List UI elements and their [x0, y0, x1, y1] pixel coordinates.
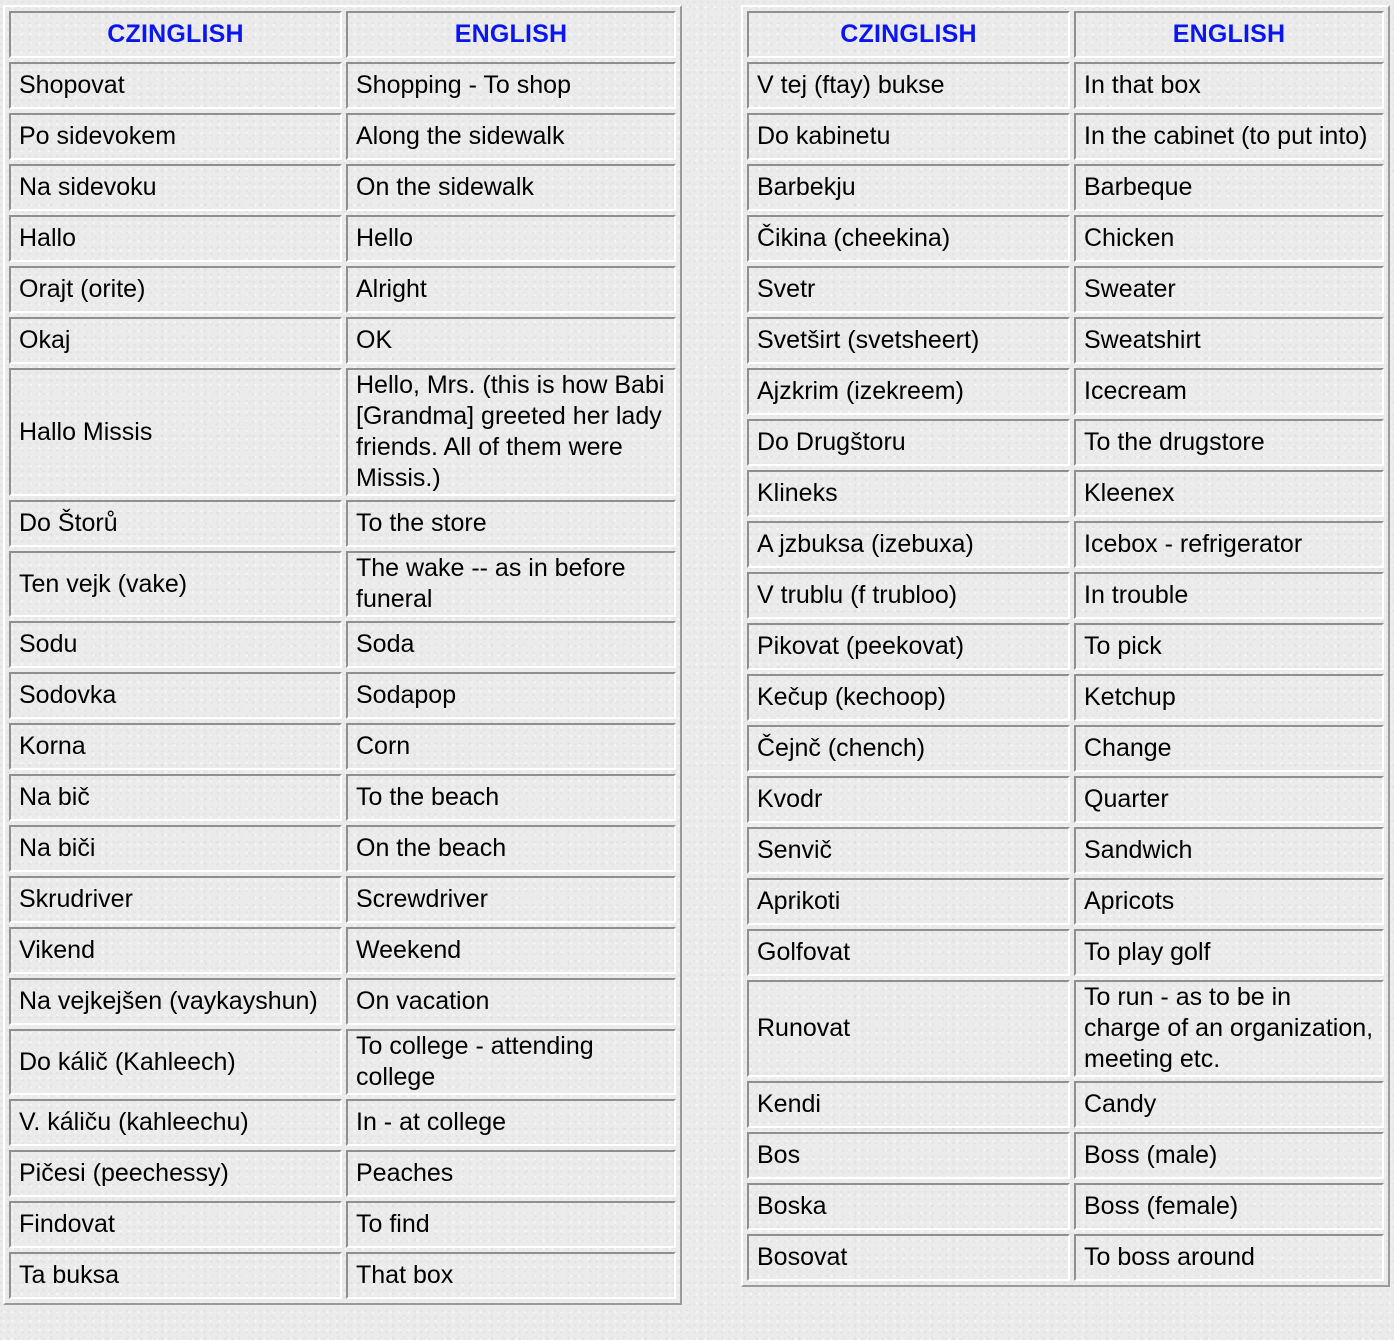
table-row [9, 876, 676, 923]
czinglish-cell: Klineks [747, 470, 1070, 517]
czinglish-cell: Bosovat [747, 1234, 1070, 1281]
czinglish-cell: Vikend [9, 927, 342, 974]
english-cell: To boss around [1074, 1234, 1384, 1281]
czinglish-cell: V tej (ftay) bukse [747, 62, 1070, 109]
header-english: ENGLISH [1074, 11, 1384, 58]
table-row [9, 825, 676, 872]
english-cell: Sweater [1074, 266, 1384, 313]
table-row [9, 113, 676, 160]
header-row [747, 11, 1384, 58]
czinglish-cell: Kvodr [747, 776, 1070, 823]
czinglish-cell: Pikovat (peekovat) [747, 623, 1070, 670]
czinglish-cell: Na biči [9, 825, 342, 872]
czinglish-cell: Do kabinetu [747, 113, 1070, 160]
english-cell: On the beach [346, 825, 676, 872]
english-cell: Chicken [1074, 215, 1384, 262]
table-row [9, 672, 676, 719]
english-cell: Alright [346, 266, 676, 313]
czinglish-cell: V. káliču (kahleechu) [9, 1099, 342, 1146]
czinglish-cell: Hallo Missis [9, 368, 342, 496]
czinglish-cell: Čejnč (chench) [747, 725, 1070, 772]
english-cell: Screwdriver [346, 876, 676, 923]
english-cell: Sandwich [1074, 827, 1384, 874]
czinglish-cell: Do Štorů [9, 500, 342, 547]
czinglish-cell: Bos [747, 1132, 1070, 1179]
english-cell: Barbeque [1074, 164, 1384, 211]
czinglish-cell: Svetr [747, 266, 1070, 313]
table-row [9, 978, 676, 1025]
czinglish-cell: Kečup (kechoop) [747, 674, 1070, 721]
czinglish-cell: Senvič [747, 827, 1070, 874]
table-row [747, 62, 1384, 109]
english-cell: To run - as to be in charge of an organization, meeting etc. [1074, 980, 1384, 1077]
czinglish-cell: A jzbuksa (izebuxa) [747, 521, 1070, 568]
table-row [747, 368, 1384, 415]
header-row [9, 11, 676, 58]
czinglish-cell: Findovat [9, 1201, 342, 1248]
czinglish-cell: Kendi [747, 1081, 1070, 1128]
czinglish-cell: Na vejkejšen (vaykayshun) [9, 978, 342, 1025]
table-row [747, 164, 1384, 211]
czinglish-cell: Boska [747, 1183, 1070, 1230]
english-cell: Sweatshirt [1074, 317, 1384, 364]
header-czinglish: CZINGLISH [747, 11, 1070, 58]
table-row [9, 1201, 676, 1248]
table-row [9, 723, 676, 770]
table-row [9, 927, 676, 974]
english-cell: OK [346, 317, 676, 364]
english-cell: Soda [346, 621, 676, 668]
table-body [747, 62, 1384, 1281]
czinglish-cell: Hallo [9, 215, 342, 262]
table-row [747, 980, 1384, 1077]
english-cell: Hello, Mrs. (this is how Babi [Grandma] greeted her lady friends. All of them were Missis.) [346, 368, 676, 496]
czinglish-cell: Skrudriver [9, 876, 342, 923]
table-row [747, 878, 1384, 925]
czinglish-cell: Na bič [9, 774, 342, 821]
czinglish-cell: Sodovka [9, 672, 342, 719]
english-cell: The wake -- as in before funeral [346, 551, 676, 617]
czinglish-cell: Do kálič (Kahleech) [9, 1029, 342, 1095]
table-row [747, 674, 1384, 721]
table-row [9, 1029, 676, 1095]
table-row [9, 62, 676, 109]
czinglish-cell: Na sidevoku [9, 164, 342, 211]
table-row [9, 551, 676, 617]
table-row [747, 1081, 1384, 1128]
english-cell: Weekend [346, 927, 676, 974]
table-row [9, 500, 676, 547]
english-cell: Icebox - refrigerator [1074, 521, 1384, 568]
header-czinglish: CZINGLISH [9, 11, 342, 58]
english-cell: Candy [1074, 1081, 1384, 1128]
table-row [747, 572, 1384, 619]
czinglish-cell: Okaj [9, 317, 342, 364]
table-row [747, 113, 1384, 160]
table-row [9, 621, 676, 668]
table-row [747, 521, 1384, 568]
english-cell: Icecream [1074, 368, 1384, 415]
czinglish-table-right [741, 5, 1390, 1287]
table-row [747, 419, 1384, 466]
english-cell: Kleenex [1074, 470, 1384, 517]
english-cell: Boss (female) [1074, 1183, 1384, 1230]
english-cell: To the store [346, 500, 676, 547]
english-cell: To find [346, 1201, 676, 1248]
english-cell: Shopping - To shop [346, 62, 676, 109]
header-english: ENGLISH [346, 11, 676, 58]
english-cell: To the drugstore [1074, 419, 1384, 466]
table-row [747, 623, 1384, 670]
english-cell: In - at college [346, 1099, 676, 1146]
english-cell: Sodapop [346, 672, 676, 719]
english-cell: To college - attending college [346, 1029, 676, 1095]
czinglish-cell: Svetširt (svetsheert) [747, 317, 1070, 364]
table-row [747, 1132, 1384, 1179]
english-cell: That box [346, 1252, 676, 1299]
english-cell: Boss (male) [1074, 1132, 1384, 1179]
table-row [9, 774, 676, 821]
table-row [9, 1099, 676, 1146]
czinglish-cell: Do Drugštoru [747, 419, 1070, 466]
table-row [747, 827, 1384, 874]
english-cell: On the sidewalk [346, 164, 676, 211]
table-row [9, 1252, 676, 1299]
czinglish-cell: Sodu [9, 621, 342, 668]
czinglish-table-left [3, 5, 682, 1305]
czinglish-cell: Pičesi (peechessy) [9, 1150, 342, 1197]
english-cell: Quarter [1074, 776, 1384, 823]
table-row [747, 725, 1384, 772]
table-row [9, 266, 676, 313]
english-cell: In trouble [1074, 572, 1384, 619]
table-row [9, 164, 676, 211]
table-row [747, 776, 1384, 823]
czinglish-cell: Korna [9, 723, 342, 770]
table-row [747, 1183, 1384, 1230]
english-cell: Along the sidewalk [346, 113, 676, 160]
czinglish-cell: Barbekju [747, 164, 1070, 211]
czinglish-cell: Runovat [747, 980, 1070, 1077]
english-cell: In the cabinet (to put into) [1074, 113, 1384, 160]
english-cell: Ketchup [1074, 674, 1384, 721]
english-cell: To play golf [1074, 929, 1384, 976]
english-cell: Apricots [1074, 878, 1384, 925]
english-cell: To the beach [346, 774, 676, 821]
english-cell: To pick [1074, 623, 1384, 670]
czinglish-cell: Golfovat [747, 929, 1070, 976]
english-cell: In that box [1074, 62, 1384, 109]
english-cell: Hello [346, 215, 676, 262]
table-row [9, 368, 676, 496]
czinglish-cell: Čikina (cheekina) [747, 215, 1070, 262]
table-row [747, 1234, 1384, 1281]
table-row [747, 215, 1384, 262]
table-body [9, 62, 676, 1299]
table-row [9, 317, 676, 364]
czinglish-cell: Ta buksa [9, 1252, 342, 1299]
english-cell: Corn [346, 723, 676, 770]
table-row [747, 317, 1384, 364]
czinglish-cell: Ajzkrim (izekreem) [747, 368, 1070, 415]
czinglish-cell: Ten vejk (vake) [9, 551, 342, 617]
czinglish-cell: Orajt (orite) [9, 266, 342, 313]
english-cell: On vacation [346, 978, 676, 1025]
czinglish-cell: V trublu (f trubloo) [747, 572, 1070, 619]
table-row [747, 470, 1384, 517]
table-row [9, 1150, 676, 1197]
table-row [9, 215, 676, 262]
czinglish-cell: Aprikoti [747, 878, 1070, 925]
table-row [747, 929, 1384, 976]
czinglish-cell: Shopovat [9, 62, 342, 109]
czinglish-cell: Po sidevokem [9, 113, 342, 160]
english-cell: Peaches [346, 1150, 676, 1197]
english-cell: Change [1074, 725, 1384, 772]
table-row [747, 266, 1384, 313]
